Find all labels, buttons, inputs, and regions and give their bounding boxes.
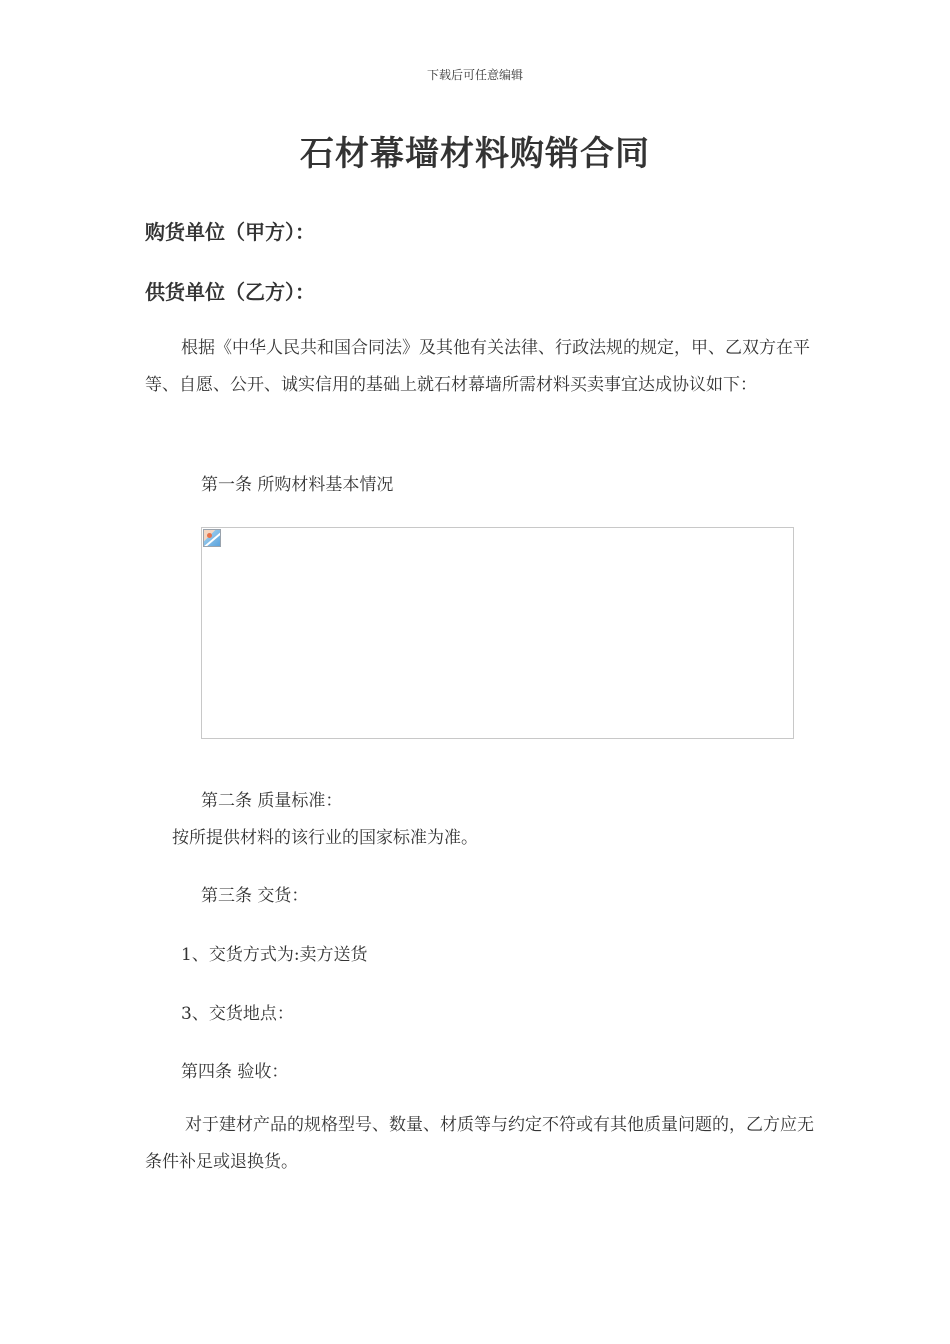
article-3-item-1: 1、交货方式为:卖方送货	[181, 945, 368, 965]
supplier-party-label: 供货单位（乙方）：	[145, 280, 315, 304]
article-3-item-3: 3、交货地点：	[181, 1004, 294, 1024]
broken-image-icon	[203, 529, 221, 547]
article-2-heading: 第二条 质量标准：	[201, 791, 343, 811]
intro-paragraph: 根据《中华人民共和国合同法》及其他有关法律、行政法规的规定，甲、乙双方在平等、自愿、公开、诚实信用的基础上就石材幕墙所需材料买卖事宜达成协议如下：	[145, 338, 810, 395]
header-note: 下载后可任意编辑	[426, 68, 523, 82]
article-2-text: 按所提供材料的该行业的国家标准为准。	[172, 828, 478, 848]
article-4-heading: 第四条 验收：	[181, 1062, 289, 1082]
document-title: 石材幕墙材料购销合同	[300, 134, 650, 174]
material-table-image	[201, 527, 794, 739]
article-4-text: 对于建材产品的规格型号、数量、材质等与约定不符或有其他质量问题的，乙方应无条件补足或退换货。	[145, 1115, 814, 1172]
article-3-heading: 第三条 交货：	[201, 886, 309, 906]
article-1-heading: 第一条 所购材料基本情况	[201, 475, 394, 495]
buyer-party-label: 购货单位（甲方）：	[145, 220, 315, 244]
